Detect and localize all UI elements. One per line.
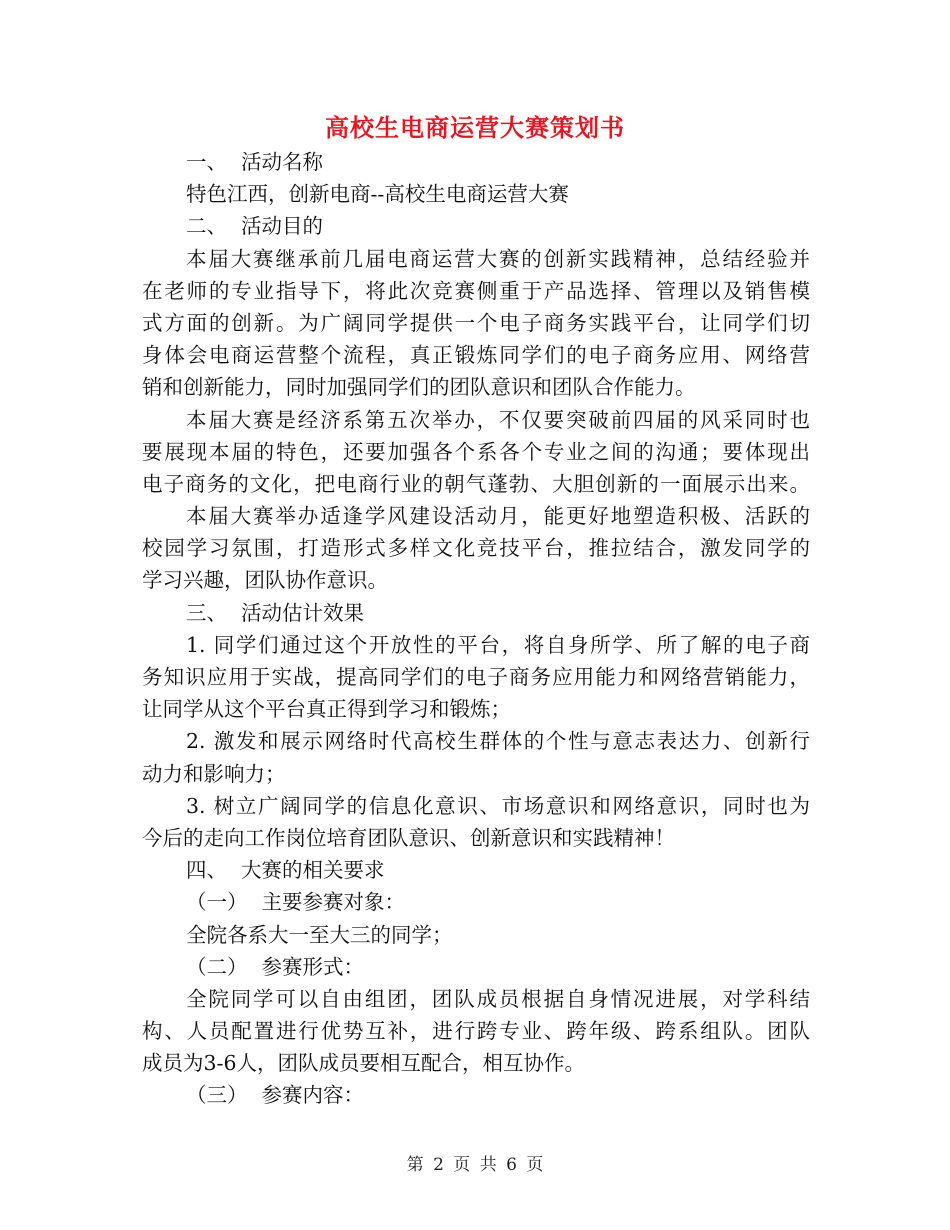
paragraph-line: 成员为3-6人，团队成员要相互配合，相互协作。 (142, 1051, 586, 1076)
paragraph-line: 全院各系大一至大三的同学； (186, 922, 453, 947)
paragraph-line: 本届大赛是经济系第五次举办，不仅要突破前四届的风采同时也 (186, 407, 810, 432)
paragraph-line: 在老师的专业指导下，将此次竞赛侧重于产品选择、管理以及销售模 (142, 278, 810, 303)
section-heading-4: 四、 大赛的相关要求 (186, 858, 385, 883)
document-title: 高校生电商运营大赛策划书 (325, 113, 625, 142)
paragraph-line: 构、人员配置进行优势互补，进行跨专业、跨年级、跨系组队。团队 (142, 1019, 810, 1044)
section-heading-2: 二、 活动目的 (186, 214, 323, 239)
effect-item-3: 3. 树立广阔同学的信息化意识、市场意识和网络意识，同时也为 (186, 793, 810, 818)
paragraph-line: 让同学从这个平台真正得到学习和锻炼； (142, 697, 511, 722)
section-heading-3: 三、 活动估计效果 (186, 600, 364, 625)
paragraph-line: 务知识应用于实战，提高同学们的电子商务应用能力和网络营销能力， (142, 665, 810, 689)
requirement-heading-3: （三） 参赛内容： (186, 1083, 364, 1108)
paragraph-line: 电子商务的文化，把电商行业的朝气蓬勃、大胆创新的一面展示出来。 (142, 471, 810, 496)
paragraph-line: 身体会电商运营整个流程，真正锻炼同学们的电子商务应用、网络营 (142, 343, 810, 368)
effect-item-2: 2. 激发和展示网络时代高校生群体的个性与意志表达力、创新行 (186, 729, 810, 754)
paragraph-line: 今后的走向工作岗位培育团队意识、创新意识和实践精神！ (142, 825, 675, 850)
paragraph-line: 学习兴趣，团队协作意识。 (142, 568, 388, 593)
section-heading-1: 一、 活动名称 (186, 150, 323, 174)
requirement-heading-2: （二） 参赛形式： (186, 954, 364, 979)
paragraph-line: 本届大赛继承前几届电商运营大赛的创新实践精神，总结经验并 (186, 246, 810, 271)
requirement-heading-1: （一） 主要参赛对象： (186, 890, 405, 915)
paragraph-line: 全院同学可以自由组团，团队成员根据自身情况进展，对学科结 (186, 986, 810, 1011)
activity-name: 特色江西，创新电商--高校生电商运营大赛 (186, 182, 569, 207)
paragraph-line: 本届大赛举办适逢学风建设活动月，能更好地塑造积极、活跃的 (186, 504, 810, 529)
document-body (142, 146, 810, 1112)
page-footer: 第 2 页 共 6 页 (406, 1155, 544, 1175)
paragraph-line: 销和创新能力，同时加强同学们的团队意识和团队合作能力。 (142, 375, 696, 400)
paragraph-line: 要展现本届的特色，还要加强各个系各个专业之间的沟通；要体现出 (142, 439, 810, 464)
paragraph-line: 动力和影响力； (142, 761, 286, 786)
effect-item-1: 1. 同学们通过这个开放性的平台，将自身所学、所了解的电子商 (186, 632, 810, 657)
paragraph-line: 式方面的创新。为广阔同学提供一个电子商务实践平台，让同学们切 (142, 310, 810, 335)
paragraph-line: 校园学习氛围，打造形式多样文化竞技平台，推拉结合，激发同学的 (142, 536, 810, 561)
